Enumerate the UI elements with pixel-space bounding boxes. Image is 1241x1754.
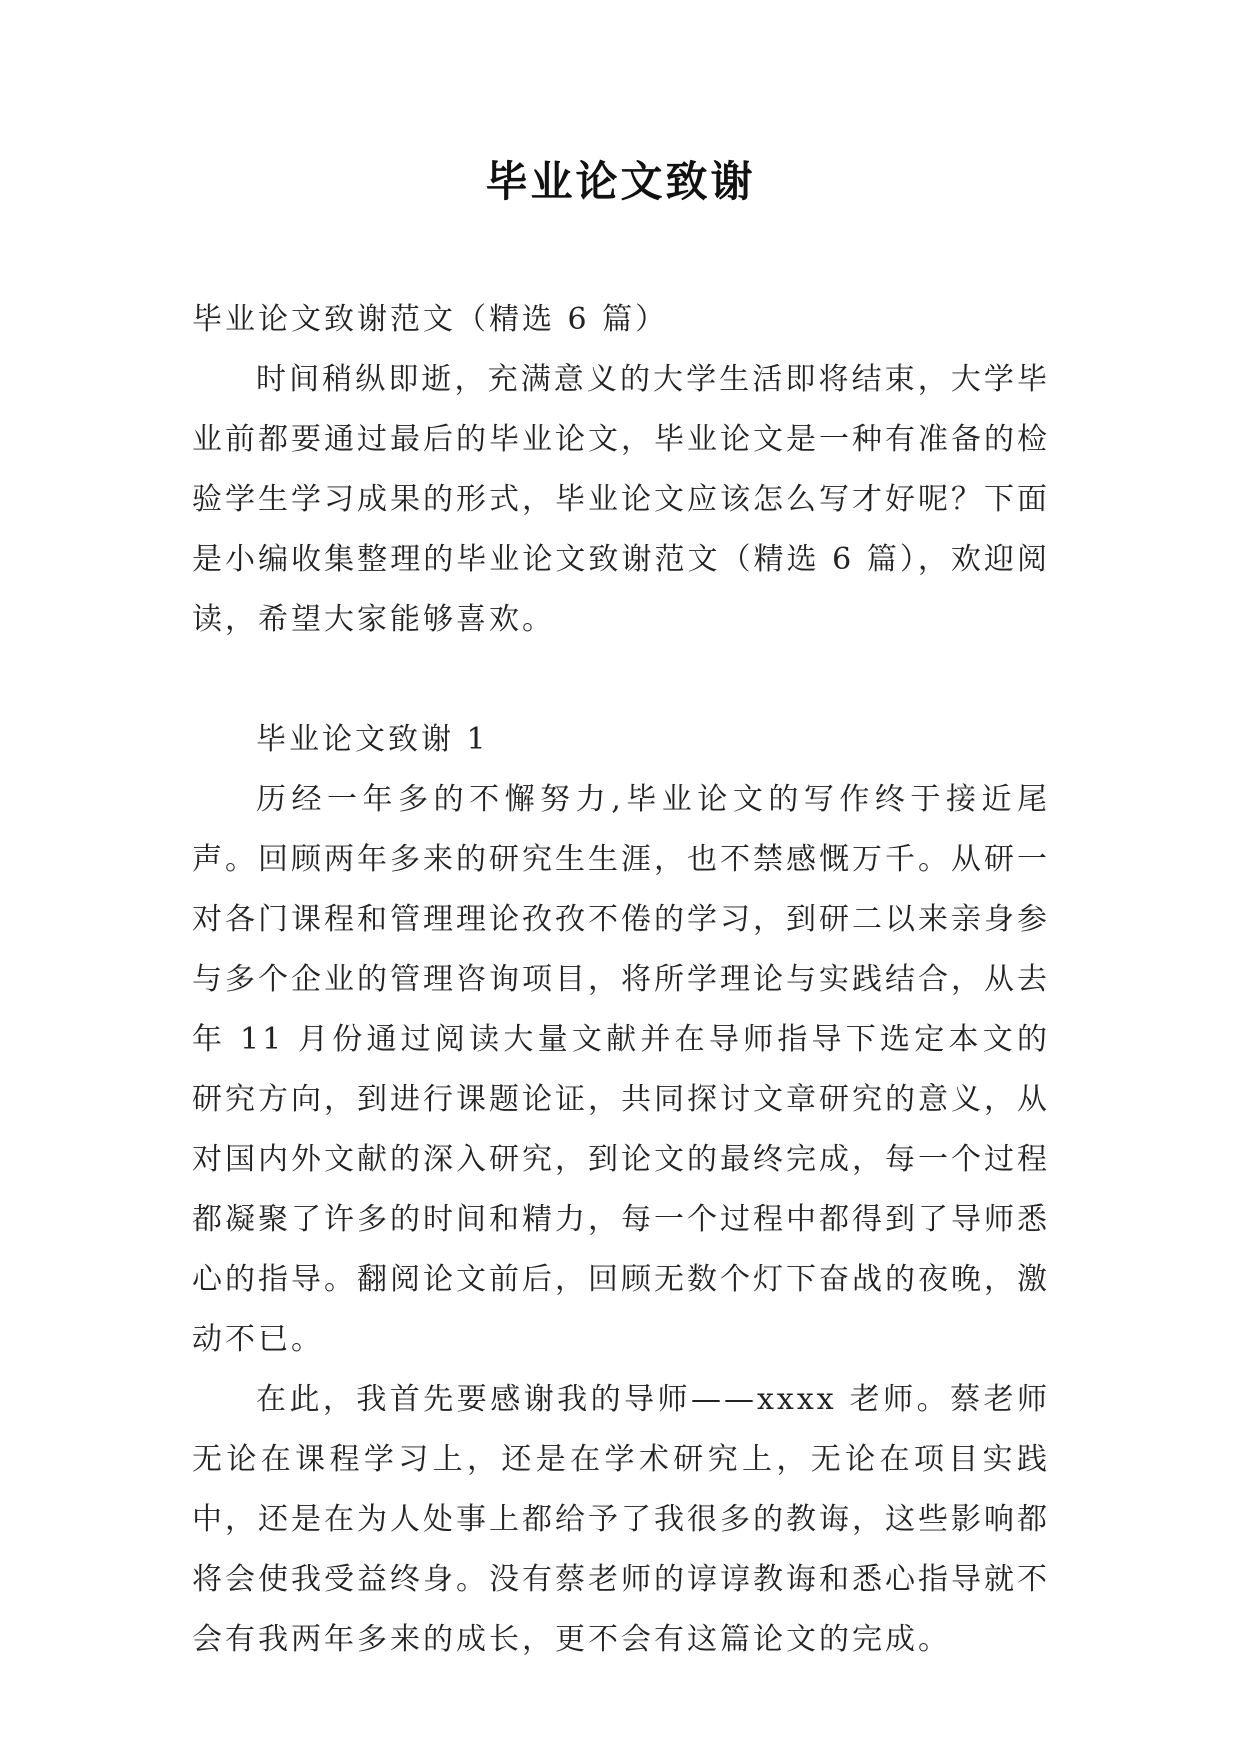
section-heading: 毕业论文致谢 1 xyxy=(256,722,489,757)
paragraph-spacer xyxy=(192,650,1050,710)
body-paragraph: 在此，我首先要感谢我的导师——xxxx 老师。蔡老师无论在课程学习上，还是在学术研究上，无论在项目实践中，还是在为人处事上都给予了我很多的教诲，这些影响都将会使我受益终身。没有蔡老师的谆谆教诲和悉心指导就不会有我两年多来的成长，更不会有这篇论文的完成。 xyxy=(192,1382,1050,1657)
intro-paragraph: 时间稍纵即逝，充满意义的大学生活即将结束，大学毕业前都要通过最后的毕业论文，毕业论文是一种有准备的检验学生学习成果的形式，毕业论文应该怎么写才好呢？下面是小编收集整理的毕业论文致谢范文（精选 6 篇），欢迎阅读，希望大家能够喜欢。 xyxy=(192,362,1050,637)
document-body xyxy=(192,290,1050,1670)
document-title: 毕业论文致谢 xyxy=(485,157,756,206)
document-subtitle: 毕业论文致谢范文（精选 6 篇） xyxy=(192,302,669,337)
body-paragraph: 历经一年多的不懈努力,毕业论文的写作终于接近尾声。回顾两年多来的研究生生涯，也不禁感慨万千。从研一对各门课程和管理理论孜孜不倦的学习，到研二以来亲身参与多个企业的管理咨询项目，将所学理论与实践结合，从去年 11 月份通过阅读大量文献并在导师指导下选定本文的研究方向，到进行课题论证，共同探讨文章研究的意义，从对国内外文献的深入研究，到论文的最终完成，每一个过程都凝聚了许多的时间和精力，每一个过程中都得到了导师悉心的指导。翻阅论文前后，回顾无数个灯下奋战的夜晚，激动不已。 xyxy=(192,782,1050,1357)
